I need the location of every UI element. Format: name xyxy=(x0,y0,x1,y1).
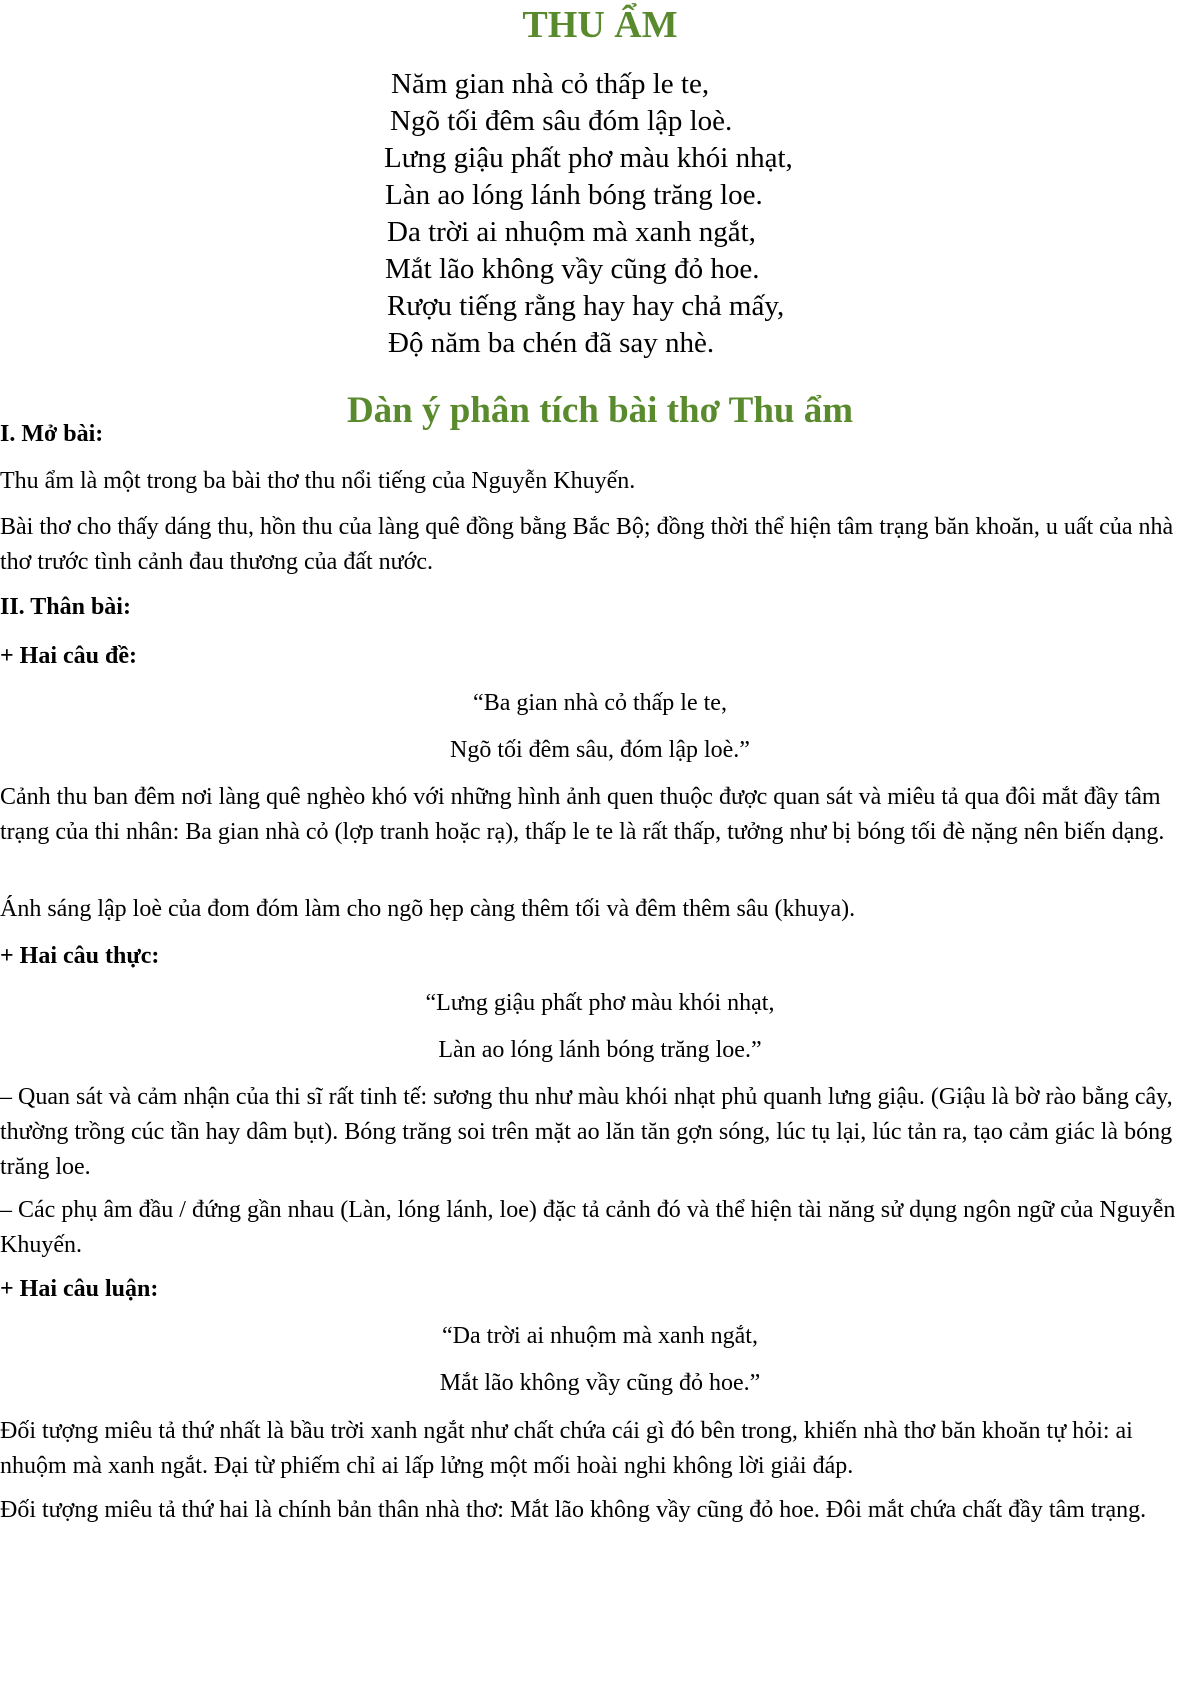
quote-line: “Lưng giậu phất phơ màu khói nhạt, xyxy=(425,990,775,1016)
quote-line: “Da trời ai nhuộm mà xanh ngắt, xyxy=(442,1323,758,1349)
outline-title: Dàn ý phân tích bài thơ Thu ẩm xyxy=(346,390,854,431)
paragraph: – Quan sát và cảm nhận của thi sĩ rất tinh tế: sương thu như màu khói nhạt phủ quanh lưng giậu. (Giậu là bờ rào bằng cây, thường trồng cúc tần hay dâm bụt). Bóng trăng soi trên mặt ao lăn tăn gợn sóng, lúc tụ lại, lúc tản ra, tạo cảm giác là bóng trăng loe. xyxy=(0,1084,1173,1180)
poem-line: Độ năm ba chén đã say nhè. xyxy=(388,327,715,359)
paragraph: Thu ẩm là một trong ba bài thơ thu nổi tiếng của Nguyễn Khuyến. xyxy=(0,468,636,494)
paragraph: Đối tượng miêu tả thứ hai là chính bản thân nhà thơ: Mắt lão không vầy cũng đỏ hoe. Đôi mắt chứa chất đầy tâm trạng. xyxy=(0,1497,1147,1523)
paragraph: Ánh sáng lập loè của đom đóm làm cho ngõ hẹp càng thêm tối và đêm thêm sâu (khuya). xyxy=(0,896,856,922)
poem-line: Mắt lão không vầy cũng đỏ hoe. xyxy=(385,253,760,285)
paragraph: Cảnh thu ban đêm nơi làng quê nghèo khó với những hình ảnh quen thuộc được quan sát và miêu tả qua đôi mắt đầy tâm trạng của thi nhân: Ba gian nhà cỏ (lợp tranh hoặc rạ), thấp le te là rất thấp, tưởng như bị bóng tối đè nặng nên biến dạng. xyxy=(0,784,1165,845)
poem-line: Năm gian nhà cỏ thấp le te, xyxy=(391,68,710,100)
quote-line: Ngõ tối đêm sâu, đóm lập loè.” xyxy=(450,737,750,763)
poem-line: Da trời ai nhuộm mà xanh ngắt, xyxy=(387,216,756,248)
poem-line: Làn ao lóng lánh bóng trăng loe. xyxy=(385,179,763,211)
quote-line: Mắt lão không vầy cũng đỏ hoe.” xyxy=(439,1370,761,1396)
page-title: THU ẨM xyxy=(522,4,678,46)
poem-line: Rượu tiếng rằng hay hay chả mấy, xyxy=(387,290,785,322)
section-heading-intro: I. Mở bài: xyxy=(0,421,104,447)
paragraph: Bài thơ cho thấy dáng thu, hồn thu của làng quê đồng bằng Bắc Bộ; đồng thời thể hiện tâm trạng băn khoăn, u uất của nhà thơ trước tình cảnh đau thương của đất nước. xyxy=(0,514,1174,575)
subsection-heading-de: + Hai câu đề: xyxy=(0,643,138,669)
subsection-heading-luan: + Hai câu luận: xyxy=(0,1276,159,1302)
poem-line: Ngõ tối đêm sâu đóm lập loè. xyxy=(390,105,733,137)
subsection-heading-thuc: + Hai câu thực: xyxy=(0,943,160,969)
quote-line: “Ba gian nhà cỏ thấp le te, xyxy=(473,690,727,716)
quote-line: Làn ao lóng lánh bóng trăng loe.” xyxy=(438,1037,762,1063)
poem-line: Lưng giậu phất phơ màu khói nhạt, xyxy=(384,142,793,174)
section-heading-body: II. Thân bài: xyxy=(0,594,131,620)
paragraph: – Các phụ âm đầu / đứng gần nhau (Làn, lóng lánh, loe) đặc tả cảnh đó và thể hiện tài năng sử dụng ngôn ngữ của Nguyễn Khuyến. xyxy=(0,1197,1176,1258)
paragraph: Đối tượng miêu tả thứ nhất là bầu trời xanh ngắt như chất chứa cái gì đó bên trong, khiến nhà thơ băn khoăn tự hỏi: ai nhuộm mà xanh ngắt. Đại từ phiếm chỉ ai lấp lửng một mối hoài nghi không lời giải đáp. xyxy=(0,1418,1133,1479)
